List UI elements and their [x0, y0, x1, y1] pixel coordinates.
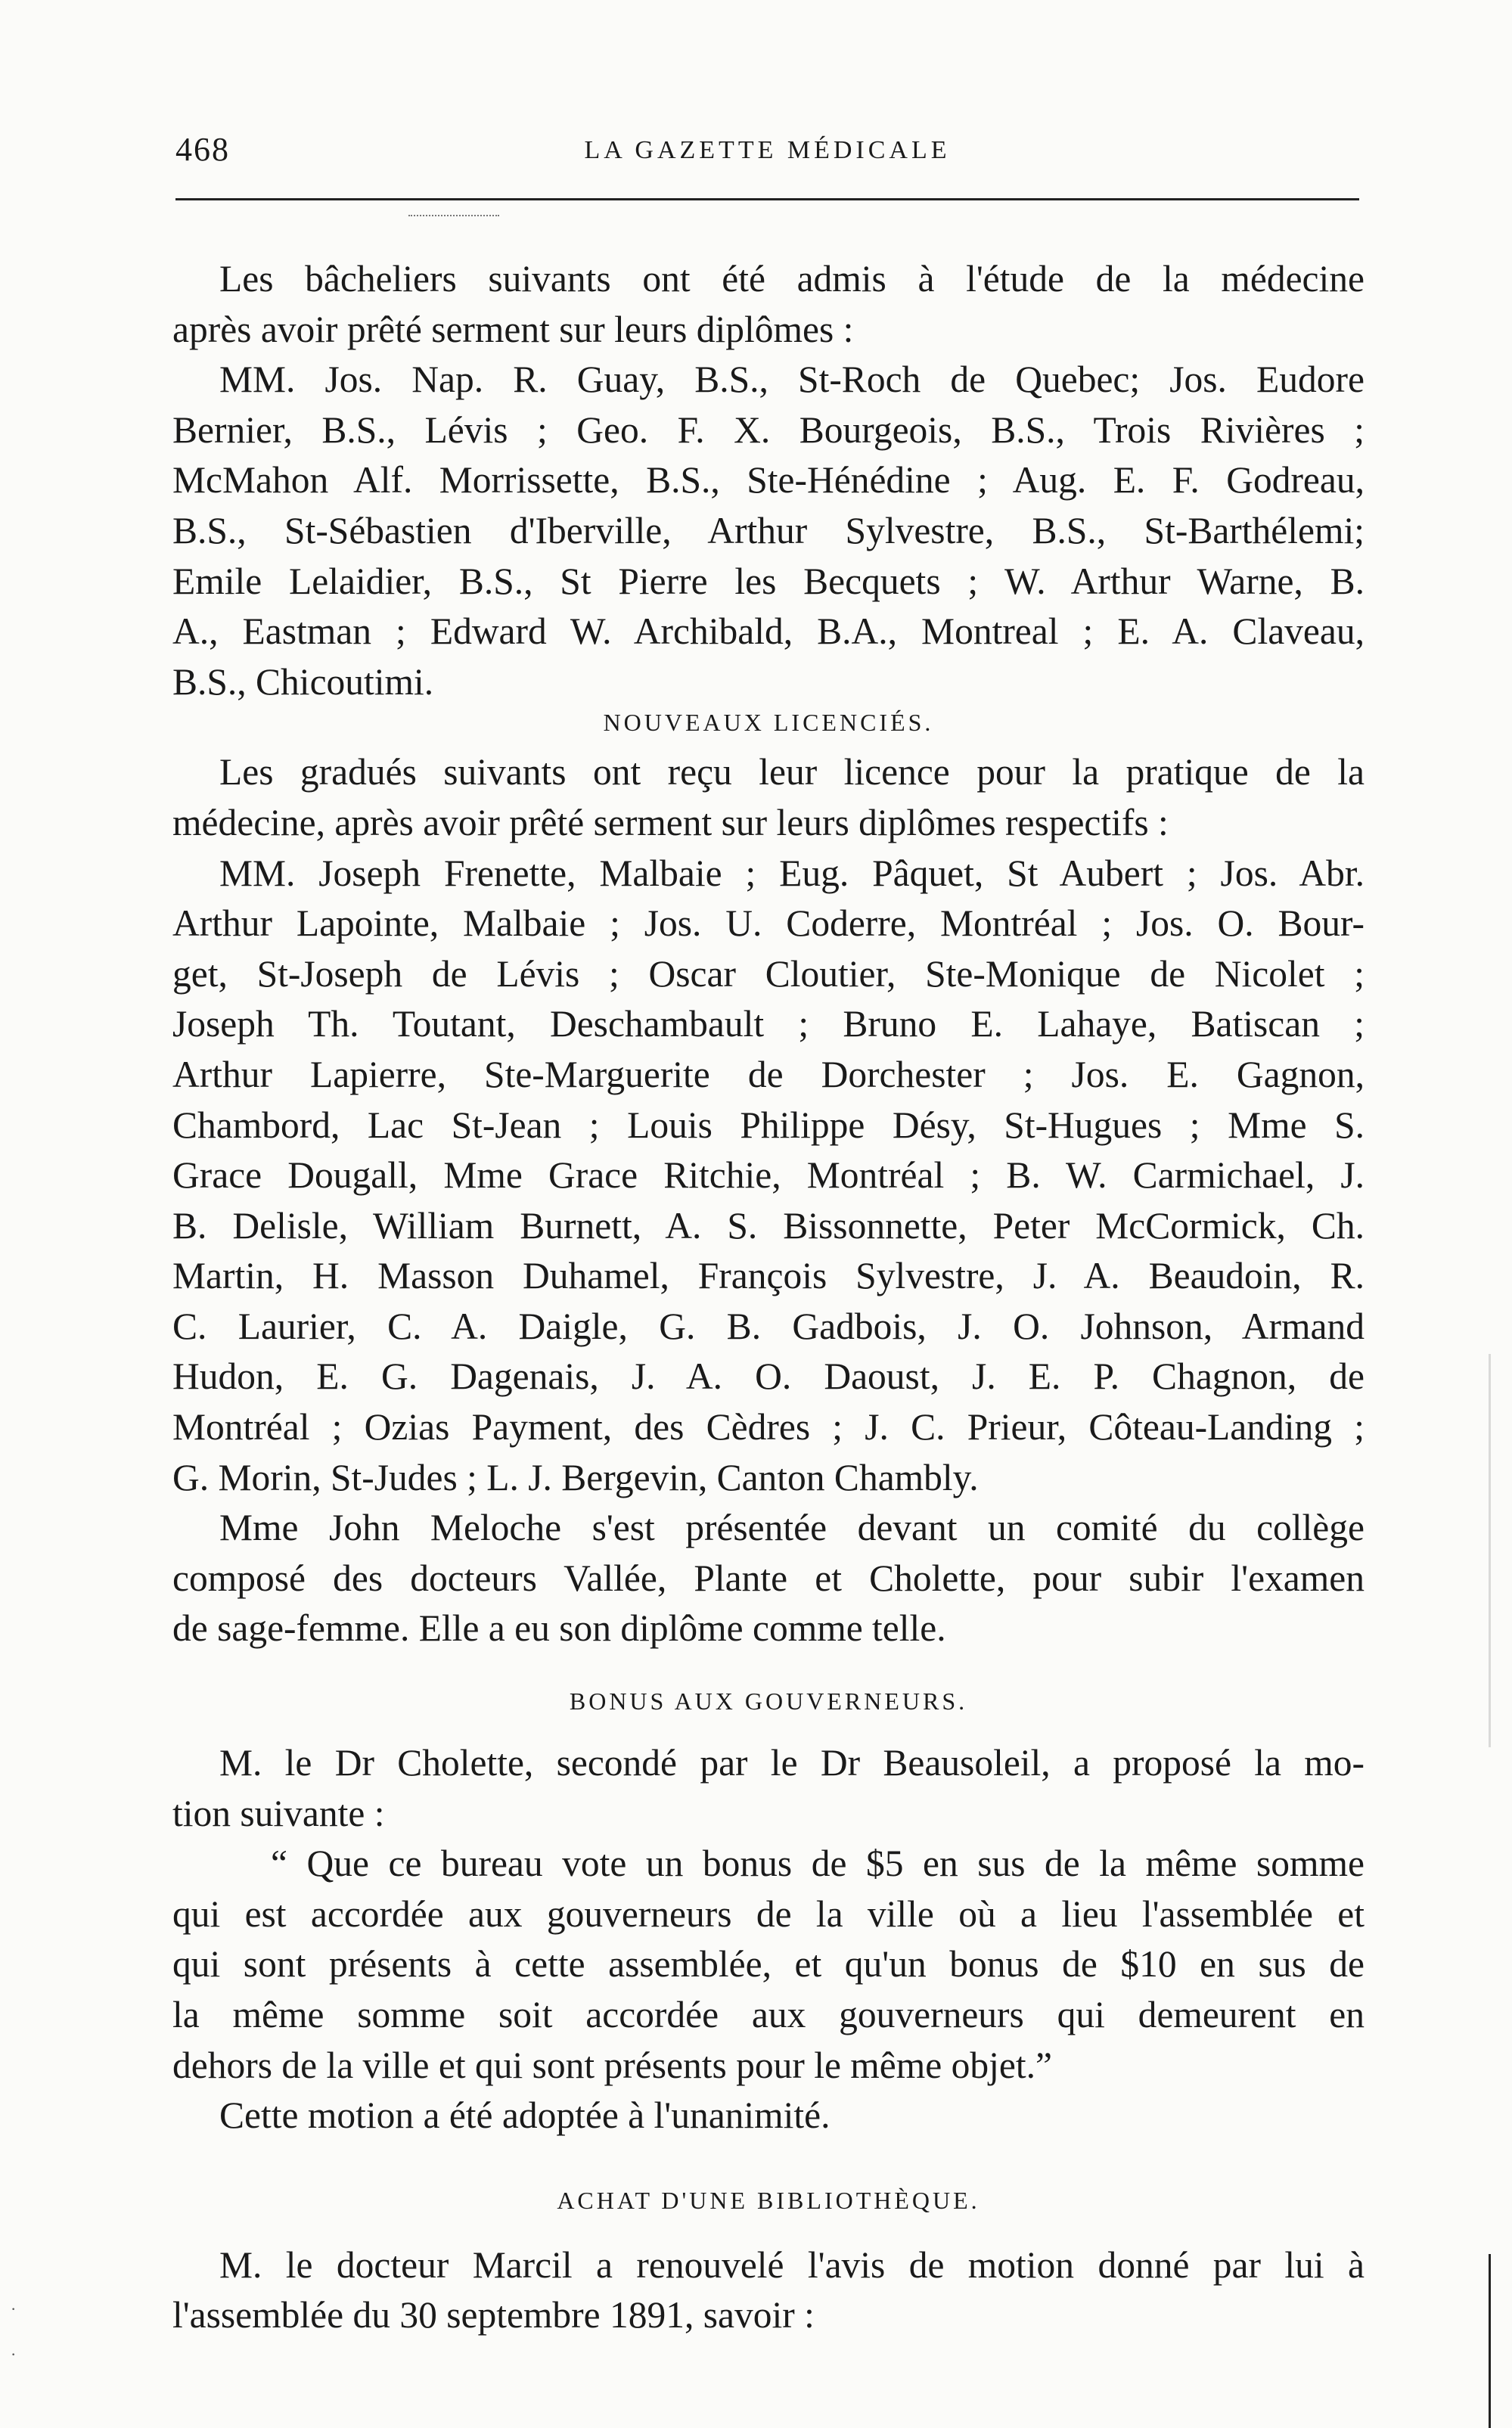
text-line: Bernier, B.S., Lévis ; Geo. F. X. Bourgeois, B.S., Trois Rivières ; — [172, 408, 1365, 451]
margin-speck: · — [11, 2345, 17, 2364]
document-body — [172, 254, 1365, 2341]
paragraph-licencies — [172, 747, 1365, 1654]
text-line: après avoir prêté serment sur leurs diplômes : — [172, 308, 854, 350]
page-header — [175, 130, 1359, 175]
text-line: Emile Lelaidier, B.S., St Pierre les Becquets ; W. Arthur Warne, B. — [172, 560, 1365, 602]
text-line: MM. Jos. Nap. R. Guay, B.S., St-Roch de Quebec; Jos. Eudore — [219, 359, 1365, 401]
text-line: Les gradués suivants ont reçu leur licence pour la pratique de la — [219, 751, 1365, 793]
text-line: Cette motion a été adoptée à l'unanimité. — [219, 2094, 831, 2137]
text-line: Les bâcheliers suivants ont été admis à l'étude de la médecine — [219, 258, 1365, 300]
page-edge-line — [1489, 2254, 1491, 2428]
text-line: Martin, H. Masson Duhamel, François Sylvestre, J. A. Beaudoin, R. — [172, 1255, 1365, 1297]
page-number: 468 — [175, 131, 230, 168]
header-rule-fragment — [408, 215, 499, 216]
text-line: tion suivante : — [172, 1792, 385, 1834]
text-line: G. Morin, St-Judes ; L. J. Bergevin, Canton Chambly. — [172, 1456, 979, 1498]
text-line: MM. Joseph Frenette, Malbaie ; Eug. Pâquet, St Aubert ; Jos. Abr. — [219, 852, 1365, 894]
text-line: M. le docteur Marcil a renouvelé l'avis de motion donné par lui à — [219, 2243, 1365, 2286]
text-line: Hudon, E. G. Dagenais, J. A. O. Daoust, J. E. P. Chagnon, de — [172, 1355, 1365, 1398]
text-line: B.S., St-Sébastien d'Iberville, Arthur Sylvestre, B.S., St-Barthélemi; — [172, 509, 1365, 551]
text-line: get, St-Joseph de Lévis ; Oscar Cloutier, Ste-Monique de Nicolet ; — [172, 952, 1365, 995]
text-line: “ Que ce bureau vote un bonus de $5 en sus de la même somme — [271, 1843, 1365, 1885]
text-line: C. Laurier, C. A. Daigle, G. B. Gadbois, J. O. Johnson, Armand — [172, 1305, 1365, 1347]
margin-speck: · — [11, 2299, 17, 2318]
text-line: A., Eastman ; Edward W. Archibald, B.A., Montreal ; E. A. Claveau, — [172, 610, 1365, 653]
page-edge-shadow — [1489, 1354, 1491, 1747]
text-line: Arthur Lapierre, Ste-Marguerite de Dorchester ; Jos. E. Gagnon, — [172, 1053, 1365, 1095]
text-line: McMahon Alf. Morrissette, B.S., Ste-Hénédine ; Aug. E. F. Godreau, — [172, 459, 1365, 501]
text-line: la même somme soit accordée aux gouverneurs qui demeurent en — [172, 1994, 1365, 2035]
paragraph-bonus — [172, 1738, 1365, 2141]
text-line: Mme John Meloche s'est présentée devant un comité du collège — [219, 1507, 1365, 1549]
text-line: dehors de la ville et qui sont présents pour le même objet.” — [172, 2044, 1052, 2086]
section-heading-bonus-aux-gouverneurs: BONUS AUX GOUVERNEURS. — [569, 1687, 968, 1715]
text-line: Joseph Th. Toutant, Deschambault ; Bruno E. Lahaye, Batiscan ; — [172, 1003, 1365, 1045]
section-heading-nouveaux-licencies: NOUVEAUX LICENCIÉS. — [603, 709, 934, 737]
text-line: M. le Dr Cholette, secondé par le Dr Beausoleil, a proposé la mo- — [219, 1742, 1365, 1784]
text-line: Montréal ; Ozias Payment, des Cèdres ; J. C. Prieur, Côteau-Landing ; — [172, 1406, 1365, 1448]
text-line: de sage-femme. Elle a eu son diplôme comme telle. — [172, 1607, 946, 1650]
text-line: B. Delisle, William Burnett, A. S. Bissonnette, Peter McCormick, Ch. — [172, 1204, 1365, 1247]
text-line: Grace Dougall, Mme Grace Ritchie, Montréal ; B. W. Carmichael, J. — [172, 1154, 1365, 1197]
text-line: médecine, après avoir prêté serment sur leurs diplômes respectifs : — [172, 801, 1169, 843]
text-line: qui sont présents à cette assemblée, et qu'un bonus de $10 en sus de — [172, 1943, 1365, 1986]
text-line: qui est accordée aux gouverneurs de la ville où a lieu l'assemblée et — [172, 1892, 1365, 1935]
header-rule — [175, 198, 1359, 200]
paragraph-bibliotheque — [172, 2240, 1365, 2341]
text-line: B.S., Chicoutimi. — [172, 660, 434, 703]
section-heading-achat-bibliotheque: ACHAT D'UNE BIBLIOTHÈQUE. — [557, 2186, 980, 2214]
text-line: composé des docteurs Vallée, Plante et Cholette, pour subir l'examen — [172, 1557, 1365, 1599]
paragraph-bacheliers — [172, 254, 1365, 707]
running-title: LA GAZETTE MÉDICALE — [584, 136, 951, 164]
text-line: Chambord, Lac St-Jean ; Louis Philippe Désy, St-Hugues ; Mme S. — [172, 1104, 1365, 1146]
text-line: l'assemblée du 30 septembre 1891, savoir : — [172, 2294, 815, 2336]
text-line: Arthur Lapointe, Malbaie ; Jos. U. Coderre, Montréal ; Jos. O. Bour- — [172, 902, 1365, 945]
